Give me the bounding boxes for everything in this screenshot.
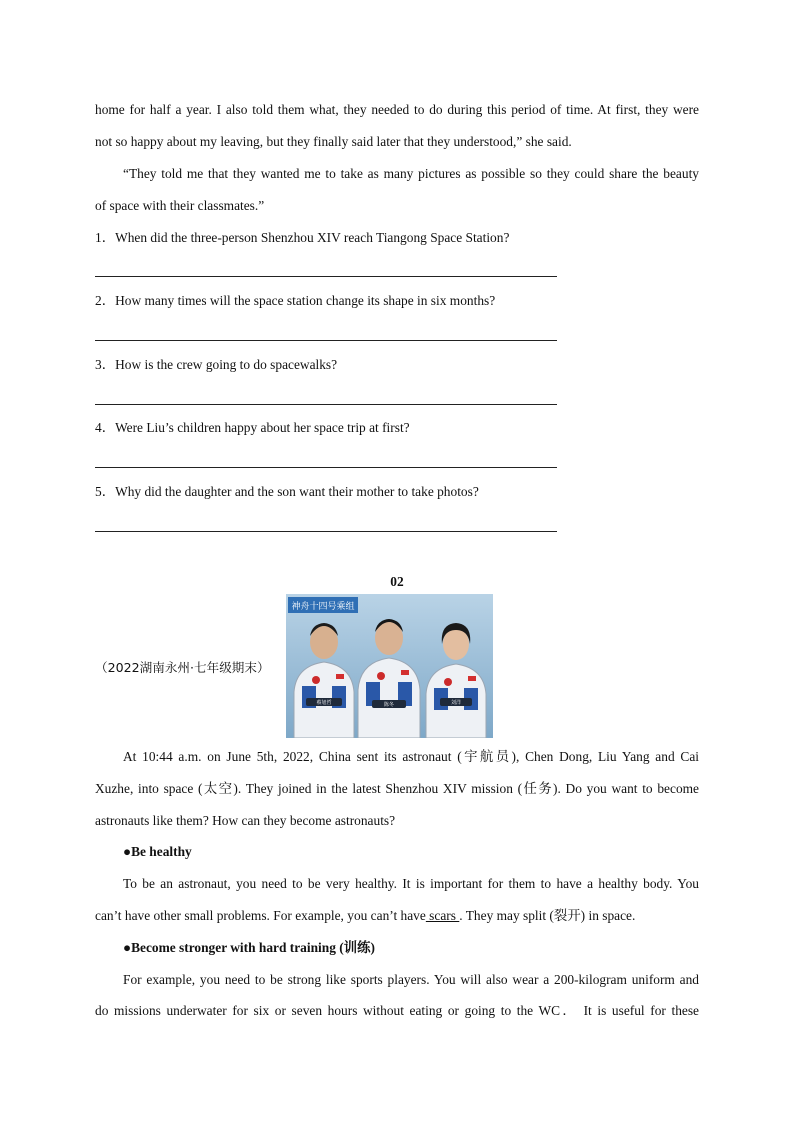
question-1: 1．When did the three-person Shenzhou XIV reach Tiangong Space Station? — [95, 230, 510, 245]
passage-line: not so happy about my leaving, but they finally said later that they understood,” she said. — [95, 134, 572, 149]
passage-line: To be an astronaut, you need to be very healthy. It is important for them to have a healthy body. You — [123, 876, 699, 891]
section-number: 02 — [390, 574, 404, 589]
answer-line-2[interactable] — [95, 340, 557, 341]
passage-text: . They may split (裂开) in space. — [459, 908, 636, 923]
section-heading: ●Become stronger with hard training (训练) — [123, 940, 375, 955]
answer-line-5[interactable] — [95, 531, 557, 532]
passage-line: Xuzhe, into space (太空). They joined in the latest Shenzhou XIV mission (任务). Do you want to become — [95, 781, 699, 796]
answer-line-1[interactable] — [95, 276, 557, 277]
astronauts-photo — [286, 594, 493, 738]
photo-banner: 神舟十四号乘组 — [291, 602, 355, 612]
section-heading: ●Be healthy — [123, 844, 192, 859]
passage-line: astronauts like them? How can they become astronauts? — [95, 813, 396, 828]
astronaut-name: 蔡旭哲 — [316, 700, 332, 706]
source-label: （2022湖南永州·七年级期末） — [95, 660, 270, 675]
underlined-word: scars — [425, 908, 460, 923]
astronaut-name: 刘洋 — [450, 700, 462, 706]
passage-line: “They told me that they wanted me to take as many pictures as possible so they could share the beauty — [123, 166, 699, 181]
passage-line: At 10:44 a.m. on June 5th, 2022, China sent its astronaut (宇航员), Chen Dong, Liu Yang and Cai — [123, 749, 699, 764]
answer-line-4[interactable] — [95, 467, 557, 468]
passage-line: do missions underwater for six or seven hours without eating or going to the WC． It is useful for these — [95, 1003, 699, 1018]
question-2: 2．How many times will the space station change its shape in six months? — [95, 293, 496, 308]
passage-line: For example, you need to be strong like sports players. You will also wear a 200-kilogram uniform and — [123, 972, 699, 987]
astronaut-name: 陈冬 — [383, 702, 395, 708]
passage-line: of space with their classmates.” — [95, 198, 265, 213]
question-4: 4．Were Liu’s children happy about her space trip at first? — [95, 420, 410, 435]
passage-line: home for half a year. I also told them what, they needed to do during this period of time. At first, they were — [95, 102, 699, 117]
passage-line — [95, 907, 699, 925]
passage-text: can’t have other small problems. For example, you can’t have — [95, 908, 426, 923]
question-5: 5．Why did the daughter and the son want their mother to take photos? — [95, 484, 479, 499]
answer-line-3[interactable] — [95, 404, 557, 405]
question-3: 3．How is the crew going to do spacewalks? — [95, 357, 338, 372]
